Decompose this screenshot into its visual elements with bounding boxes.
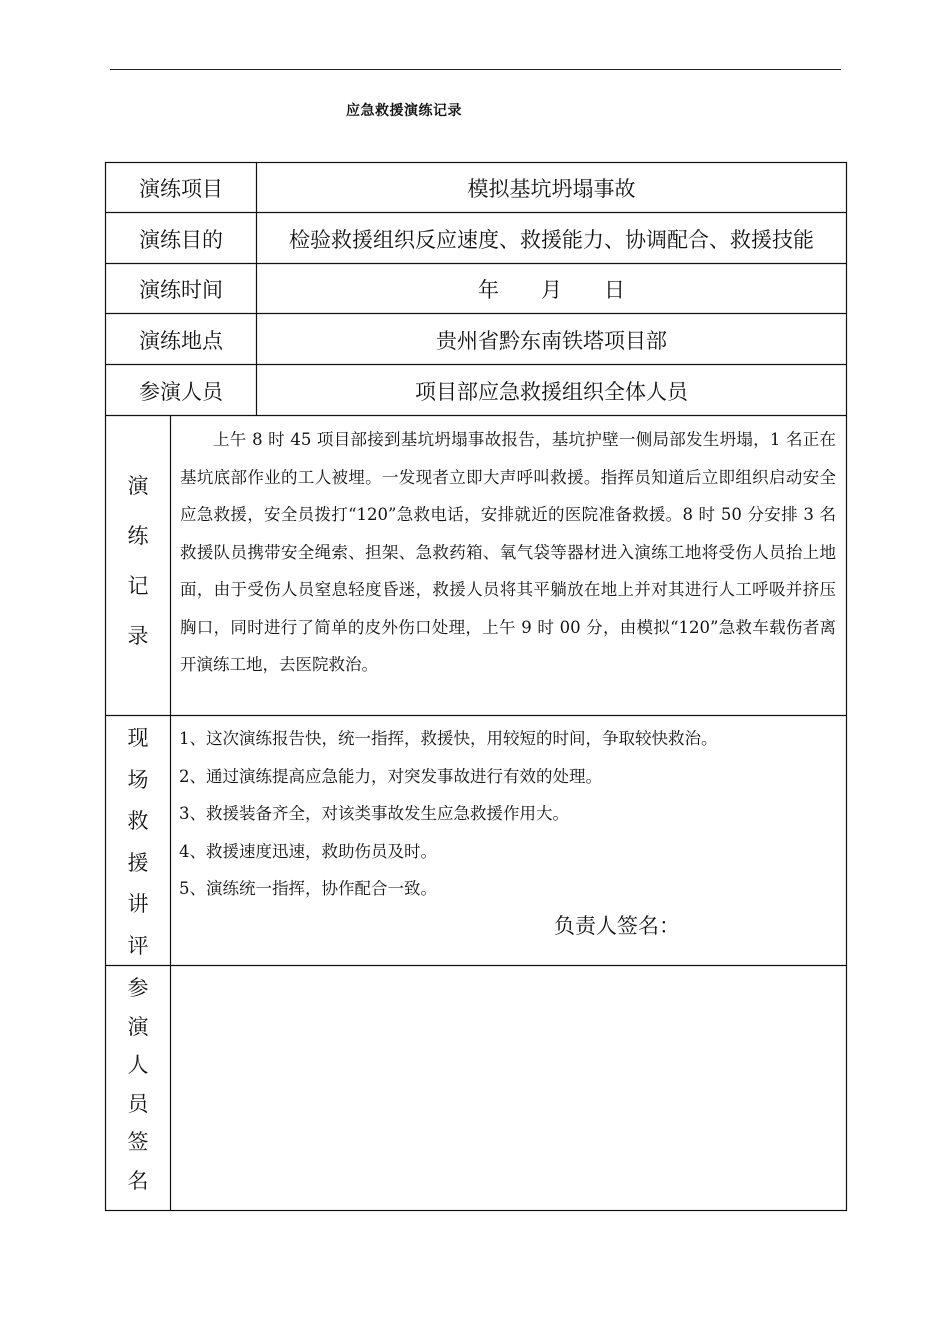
row-value-purpose: 检验救援组织反应速度、救援能力、协调配合、救援技能 — [289, 227, 814, 252]
record-label — [106, 470, 170, 670]
review-item: 1、这次演练报告快，统一指挥，救援快，用较短的时间，争取较快救治。 — [179, 729, 718, 748]
signatures-label-char: 名 — [127, 1168, 149, 1193]
review-item: 5、演练统一指挥，协作配合一致。 — [179, 879, 437, 899]
header-rule — [110, 69, 841, 70]
signatures-label-char: 演 — [127, 1014, 149, 1039]
review-label-char: 现 — [127, 726, 149, 750]
review-label-char: 援 — [127, 850, 149, 875]
row-label-time: 演练时间 — [139, 278, 223, 302]
row-label-participants: 参演人员 — [139, 379, 223, 404]
record-label-char: 记 — [127, 574, 149, 598]
review-label-char: 救 — [127, 809, 149, 833]
row-value-project: 模拟基坑坍塌事故 — [467, 177, 636, 201]
row-label-location: 演练地点 — [139, 328, 223, 353]
signatures-label-char: 签 — [127, 1130, 149, 1154]
review-label — [106, 722, 170, 971]
signatures-label-char: 人 — [127, 1053, 149, 1077]
record-label-char: 练 — [127, 524, 149, 548]
signer-label: 负责人签名： — [554, 914, 680, 938]
record-text: 上午 8 时 45 项目部接到基坑坍塌事故报告，基坑护壁一侧局部发生坍塌，1 名正在基坑底部作业的工人被埋。一发现者立即大声呼叫救援。指挥员知道后立即组织启动安全应急救援，安全员拨打“120”急救电话，安排就近的医院准备救援。8 时 50 分安排 3 名救援队员携带安全绳索、担架、急救药箱、氧气袋等器材进入演练工地将受伤人员抬上地面，由于受伤人员窒息轻度昏迷，救援人员将其平躺放在地上并对其进行人工呼吸并挤压胸口，同时进行了简单的皮外伤口处理，上午 9 时 00 分，由模拟“120”急救车载伤者离开演练工地，去医院救治。 — [180, 430, 836, 674]
review-item: 2、通过演练提高应急能力，对突发事故进行有效的处理。 — [179, 766, 602, 786]
row-label-project: 演练项目 — [139, 177, 223, 201]
row-label-purpose: 演练目的 — [139, 227, 223, 252]
signatures-label — [106, 972, 170, 1203]
record-label-char: 演 — [127, 474, 149, 498]
record-label-char: 录 — [127, 624, 149, 648]
signatures-label-char: 员 — [127, 1091, 149, 1116]
signatures-label-char: 参 — [127, 976, 149, 1000]
row-value-location: 贵州省黔东南铁塔项目部 — [436, 328, 667, 353]
review-list — [179, 720, 829, 908]
review-label-char: 评 — [127, 933, 149, 958]
row-value-time: 年 月 日 — [478, 278, 625, 302]
review-label-char: 讲 — [127, 892, 149, 916]
signatures-area[interactable] — [171, 966, 846, 1210]
document-title: 应急救援演练记录 — [346, 103, 462, 119]
review-item: 4、救援速度迅速，救助伤员及时。 — [179, 841, 437, 861]
review-item: 3、救援装备齐全，对该类事故发生应急救援作用大。 — [179, 804, 569, 824]
review-label-char: 场 — [127, 767, 149, 792]
row-value-participants: 项目部应急救援组织全体人员 — [415, 379, 688, 404]
